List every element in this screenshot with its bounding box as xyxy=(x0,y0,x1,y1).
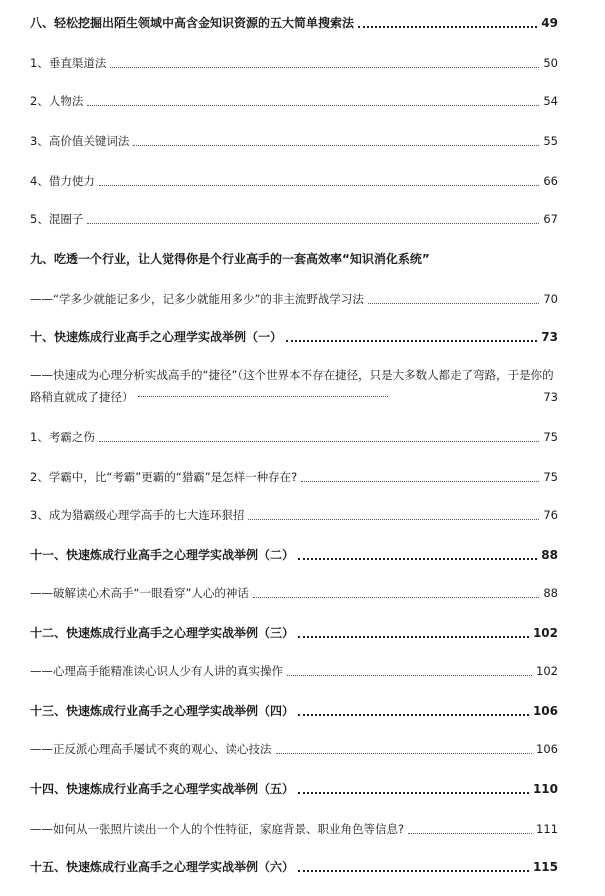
toc-page-number: 88 xyxy=(541,548,558,562)
leader-dots xyxy=(99,441,540,442)
toc-entry-title: 2、学霸中，比“考霸”更霸的“猎霸”是怎样一种存在? xyxy=(30,470,298,484)
leader-dots xyxy=(133,145,539,146)
leader-dots xyxy=(298,714,529,716)
toc-entry-title: 4、借力使力 xyxy=(30,174,95,188)
toc-entry[interactable] xyxy=(30,470,558,485)
toc-page-number: 66 xyxy=(543,174,558,188)
toc-entry-title: 3、成为猎霸级心理学高手的七大连环狠招 xyxy=(30,508,245,522)
toc-page-number: 55 xyxy=(543,134,558,148)
toc-page-number: 75 xyxy=(543,430,558,444)
leader-dots xyxy=(287,675,532,676)
toc-heading-10[interactable] xyxy=(30,330,558,345)
toc-entry-title: ——快速成为心理分析实战高手的“捷径”（这个世界本不存在捷径，只是大多数人都走了弯路，于是你的路稍直就成了捷径） xyxy=(30,368,554,404)
leader-dots xyxy=(87,223,539,224)
toc-page-number: 102 xyxy=(532,626,558,640)
leader-dots xyxy=(138,396,388,397)
toc-entry-title: ——如何从一张照片读出一个人的个性特征，家庭背景、职业角色等信息? xyxy=(30,822,405,836)
toc-page-number: 70 xyxy=(543,292,558,306)
toc-entry-title: 十二、快速炼成行业高手之心理学实战举例（三） xyxy=(30,626,295,640)
toc-heading-13[interactable] xyxy=(30,704,558,719)
toc-page-number: 115 xyxy=(532,860,558,874)
toc-entry[interactable] xyxy=(30,742,558,757)
toc-heading-15[interactable] xyxy=(30,860,558,875)
toc-entry-title: 5、混圈子 xyxy=(30,212,84,226)
toc-entry-title: 1、垂直渠道法 xyxy=(30,56,107,70)
leader-dots xyxy=(358,26,537,28)
toc-entry-title: ——“学多少就能记多少，记多少就能用多少”的非主流野战学习法 xyxy=(30,292,364,306)
leader-dots xyxy=(286,340,537,342)
toc-entry-title: 2、人物法 xyxy=(30,94,84,108)
toc-page-number: 102 xyxy=(536,664,558,678)
toc-entry-title: 十一、快速炼成行业高手之心理学实战举例（二） xyxy=(30,548,295,562)
toc-entry[interactable] xyxy=(30,134,558,149)
toc-entry-title: 九、吃透一个行业，让人觉得你是个行业高手的一套高效率“知识消化系统” xyxy=(30,252,430,266)
toc-entry-title: 十四、快速炼成行业高手之心理学实战举例（五） xyxy=(30,782,295,796)
leader-dots xyxy=(298,558,537,560)
leader-dots xyxy=(87,105,539,106)
toc-page-number: 67 xyxy=(543,212,558,226)
toc-entry-title: ——正反派心理高手屡试不爽的观心、读心技法 xyxy=(30,742,272,756)
toc-entry[interactable] xyxy=(30,212,558,227)
leader-dots xyxy=(276,753,533,754)
toc-heading-9[interactable] xyxy=(30,252,558,267)
toc-entry[interactable] xyxy=(30,174,558,189)
leader-dots xyxy=(110,67,539,68)
toc-entry[interactable] xyxy=(30,292,558,307)
toc-page-number: 106 xyxy=(536,742,558,756)
toc-entry-title: 3、高价值关键词法 xyxy=(30,134,130,148)
toc-entry-title: 十五、快速炼成行业高手之心理学实战举例（六） xyxy=(30,860,295,874)
toc-entry-title: ——心理高手能精准读心识人少有人讲的真实操作 xyxy=(30,664,283,678)
leader-dots xyxy=(248,519,539,520)
leader-dots xyxy=(99,185,540,186)
leader-dots xyxy=(408,833,532,834)
toc-page-number: 88 xyxy=(543,586,558,600)
toc-page-number: 106 xyxy=(532,704,558,718)
toc-page-number: 50 xyxy=(543,56,558,70)
toc-page-number: 73 xyxy=(541,330,558,344)
toc-page-number: 54 xyxy=(543,94,558,108)
toc-entry-multiline[interactable] xyxy=(30,364,558,408)
leader-dots xyxy=(298,870,529,872)
leader-dots xyxy=(368,303,539,304)
toc-heading-8[interactable] xyxy=(30,16,558,31)
toc-entry-title: 十、快速炼成行业高手之心理学实战举例（一） xyxy=(30,330,283,344)
leader-dots xyxy=(298,636,529,638)
toc-entry[interactable] xyxy=(30,430,558,445)
toc-heading-14[interactable] xyxy=(30,782,558,797)
toc-entry[interactable] xyxy=(30,508,558,523)
leader-dots xyxy=(298,792,529,794)
toc-entry[interactable] xyxy=(30,664,558,679)
toc-entry-title: 八、轻松挖掘出陌生领域中高含金知识资源的五大简单搜索法 xyxy=(30,16,355,30)
toc-page-number: 49 xyxy=(541,16,558,30)
leader-dots xyxy=(253,597,539,598)
toc-entry[interactable] xyxy=(30,822,558,837)
toc-page-number: 73 xyxy=(543,390,558,404)
toc-entry-title: 十三、快速炼成行业高手之心理学实战举例（四） xyxy=(30,704,295,718)
toc-heading-12[interactable] xyxy=(30,626,558,641)
toc-page-number: 111 xyxy=(536,822,558,836)
toc-entry[interactable] xyxy=(30,94,558,109)
toc-page-number: 75 xyxy=(543,470,558,484)
leader-dots xyxy=(301,481,539,482)
toc-page-number: 76 xyxy=(543,508,558,522)
toc-entry[interactable] xyxy=(30,56,558,71)
toc-page-number: 110 xyxy=(532,782,558,796)
toc-entry[interactable] xyxy=(30,586,558,601)
toc-entry-title: ——破解读心术高手“一眼看穿”人心的神话 xyxy=(30,586,249,600)
toc-entry-title: 1、考霸之伤 xyxy=(30,430,95,444)
toc-heading-11[interactable] xyxy=(30,548,558,563)
